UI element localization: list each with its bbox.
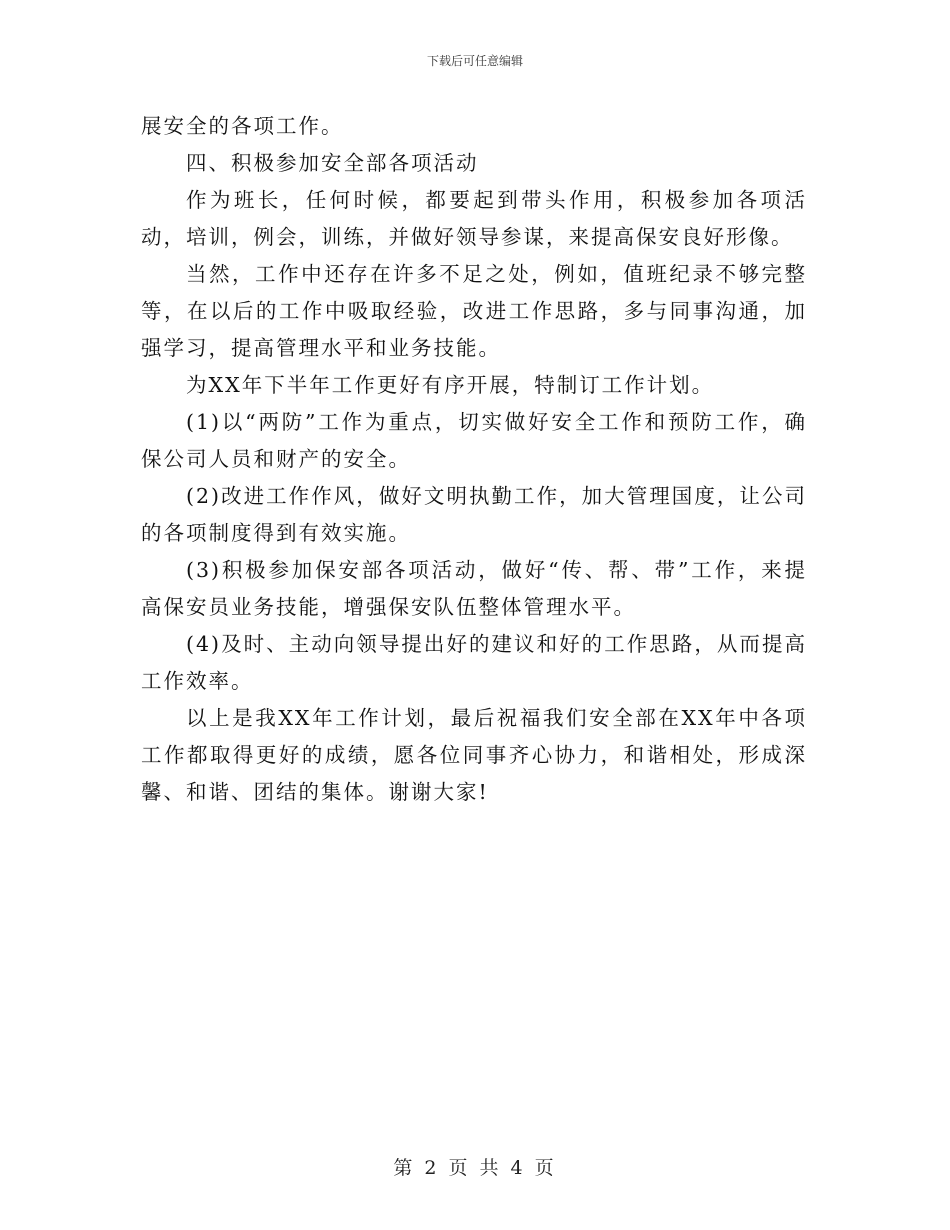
paragraph: 当然，工作中还存在许多不足之处，例如，值班纪录不够完整等，在以后的工作中吸取经验，改进工作思路，多与同事沟通，加强学习，提高管理水平和业务技能。 <box>141 262 807 360</box>
plan-item-2: (2)改进工作作风，做好文明执勤工作，加大管理国度，让公司的各项制度得到有效实施。 <box>141 484 807 545</box>
plan-item-1: (1)以“两防”工作为重点，切实做好安全工作和预防工作，确保公司人员和财产的安全。 <box>141 410 807 471</box>
paragraph: 作为班长，任何时候，都要起到带头作用，积极参加各项活动，培训，例会，训练，并做好领导参谋，来提高保安良好形像。 <box>141 188 807 249</box>
plan-item-4: (4)及时、主动向领导提出好的建议和好的工作思路，从而提高工作效率。 <box>141 632 807 693</box>
closing-paragraph: 以上是我XX年工作计划，最后祝福我们安全部在XX年中各项工作都取得更好的成绩，愿各位同事齐心协力，和谐相处，形成深馨、和谐、团结的集体。谢谢大家! <box>141 706 807 804</box>
page-header: 下载后可任意编辑 <box>426 54 523 68</box>
paragraph: 展安全的各项工作。 <box>141 114 344 138</box>
plan-item-3: (3)积极参加保安部各项活动，做好“传、帮、带”工作，来提高保安员业务技能，增强保安队伍整体管理水平。 <box>141 558 807 619</box>
section-heading: 四、积极参加安全部各项活动 <box>186 151 479 175</box>
paragraph: 为XX年下半年工作更好有序开展，特制订工作计划。 <box>186 373 715 397</box>
document-body <box>141 108 807 811</box>
page-number: 第 2 页 共 4 页 <box>393 1157 557 1179</box>
